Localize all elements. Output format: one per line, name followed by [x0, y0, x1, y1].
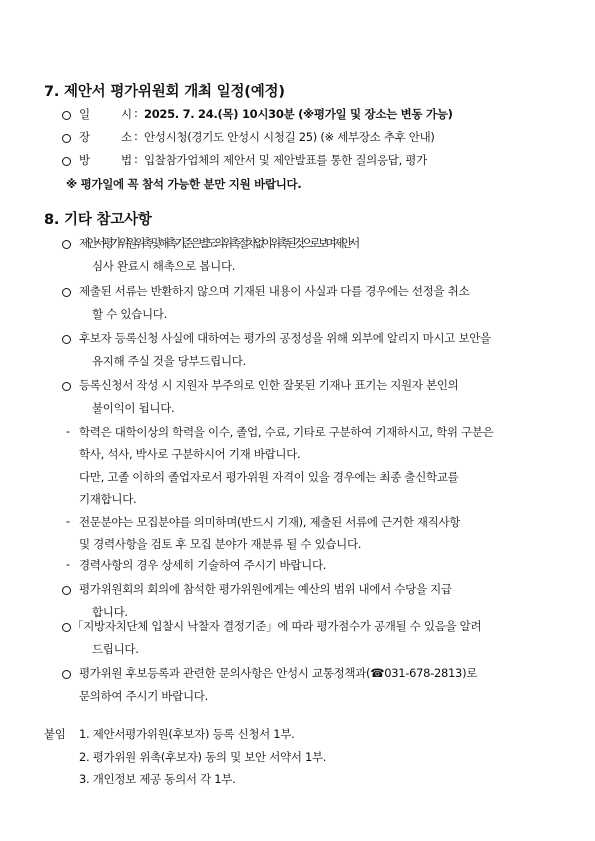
attachment-item: 3. 개인정보 제공 동의서 각 1부. [79, 772, 236, 786]
date-label-2: 시 [121, 107, 133, 121]
date-label-1: 일 [79, 107, 91, 121]
sub-2-line-1: 전문분야는 모집분야를 의미하며(반드시 기재), 제출된 서류에 근거한 재직사항 [79, 515, 461, 529]
method-label-2: 법 [121, 153, 133, 167]
circle-bullet-icon [62, 335, 71, 344]
schedule-method-value: 입찰참가업체의 제안서 및 제안발표를 통한 질의응답, 평가 [144, 153, 427, 167]
place-label-2: 소 [121, 130, 133, 144]
dash-bullet: - [66, 514, 70, 528]
circle-bullet-icon [62, 240, 71, 249]
method-sep: : [134, 152, 138, 166]
sub-1-line-1: 학력은 대학이상의 학력을 이수, 졸업, 수료, 기타로 구분하여 기재하시고, 학위 구분은 [79, 425, 494, 439]
item-2-line-2: 할 수 있습니다. [92, 307, 167, 321]
item-4-line-2: 불이익이 됩니다. [92, 401, 175, 415]
schedule-place-value: 안성시청(경기도 안성시 시청길 25) (※ 세부장소 추후 안내) [144, 130, 435, 144]
section-8-heading: 8. 기타 참고사항 [44, 212, 152, 228]
circle-bullet-icon [62, 288, 71, 297]
item-6-line-2: 드립니다. [92, 642, 139, 656]
circle-bullet-icon [62, 670, 71, 679]
item-1-line-2: 심사 완료시 해촉으로 봅니다. [92, 259, 236, 273]
circle-bullet-icon [62, 382, 71, 391]
item-3-line-1: 후보자 등록신청 사실에 대하여는 평가의 공정성을 위해 외부에 알리지 마시고 보안을 [79, 331, 491, 345]
item-2-line-1: 제출된 서류는 반환하지 않으며 기재된 내용이 사실과 다를 경우에는 선정을 취소 [79, 284, 470, 298]
item-7-line-2: 문의하여 주시기 바랍니다. [79, 689, 208, 703]
item-7-line-1: 평가위원 후보등록과 관련한 문의사항은 안성시 교통정책과(☎031-678-2813)로 [79, 666, 478, 680]
section-7-heading: 7. 제안서 평가위원회 개최 일정(예정) [44, 84, 285, 100]
item-5-line-1: 평가위원회의 회의에 참석한 평가위원에게는 예산의 범위 내에서 수당을 지급 [79, 582, 452, 596]
dash-bullet: - [66, 557, 70, 571]
item-3-line-2: 유지해 주실 것을 당부드립니다. [92, 354, 246, 368]
dash-bullet: - [66, 424, 70, 438]
attachment-item: 2. 평가위원 위촉(후보자) 동의 및 보안 서약서 1부. [79, 750, 327, 764]
attachment-item: 1. 제안서평가위원(후보자) 등록 신청서 1부. [79, 727, 295, 741]
item-5-line-2: 합니다. [92, 605, 128, 619]
circle-bullet-icon [62, 623, 71, 632]
schedule-date-value: 2025. 7. 24.(목) 10시30분 (※평가일 및 장소는 변동 가능) [144, 107, 453, 121]
sub-2-line-2: 및 경력사항을 검토 후 모집 분야가 재분류 될 수 있습니다. [79, 537, 362, 551]
circle-bullet-icon [62, 134, 71, 143]
place-sep: : [134, 129, 138, 143]
attachments-label: 붙임 [44, 727, 66, 741]
sub-3-line-1: 경력사항의 경우 상세히 기술하여 주시기 바랍니다. [79, 558, 327, 572]
date-sep: : [134, 106, 138, 120]
circle-bullet-icon [62, 586, 71, 595]
attendance-note: ※ 평가일에 꼭 참석 가능한 분만 지원 바랍니다. [66, 177, 302, 191]
circle-bullet-icon [62, 111, 71, 120]
item-1-line-1: 제안서 평가위원 위촉 및 해촉 기준은 별도의 위촉 절차 없이 위촉된 것으로 보며 제안서 [79, 236, 357, 250]
sub-1-line-2: 학사, 석사, 박사로 구분하시어 기재 바랍니다. [79, 447, 301, 461]
item-6-line-1: 「지방자치단체 입찰시 낙찰자 결정기준」에 따라 평가점수가 공개될 수 있음을 알려 [72, 619, 482, 633]
method-label-1: 방 [79, 153, 91, 167]
place-label-1: 장 [79, 130, 91, 144]
circle-bullet-icon [62, 157, 71, 166]
sub-1-line-4: 기재합니다. [79, 492, 137, 506]
sub-1-line-3: 다만, 고졸 이하의 졸업자로서 평가위원 자격이 있을 경우에는 최종 출신학교를 [79, 470, 459, 484]
item-4-line-1: 등록신청서 작성 시 지원자 부주의로 인한 잘못된 기재나 표기는 지원자 본인의 [79, 378, 459, 392]
